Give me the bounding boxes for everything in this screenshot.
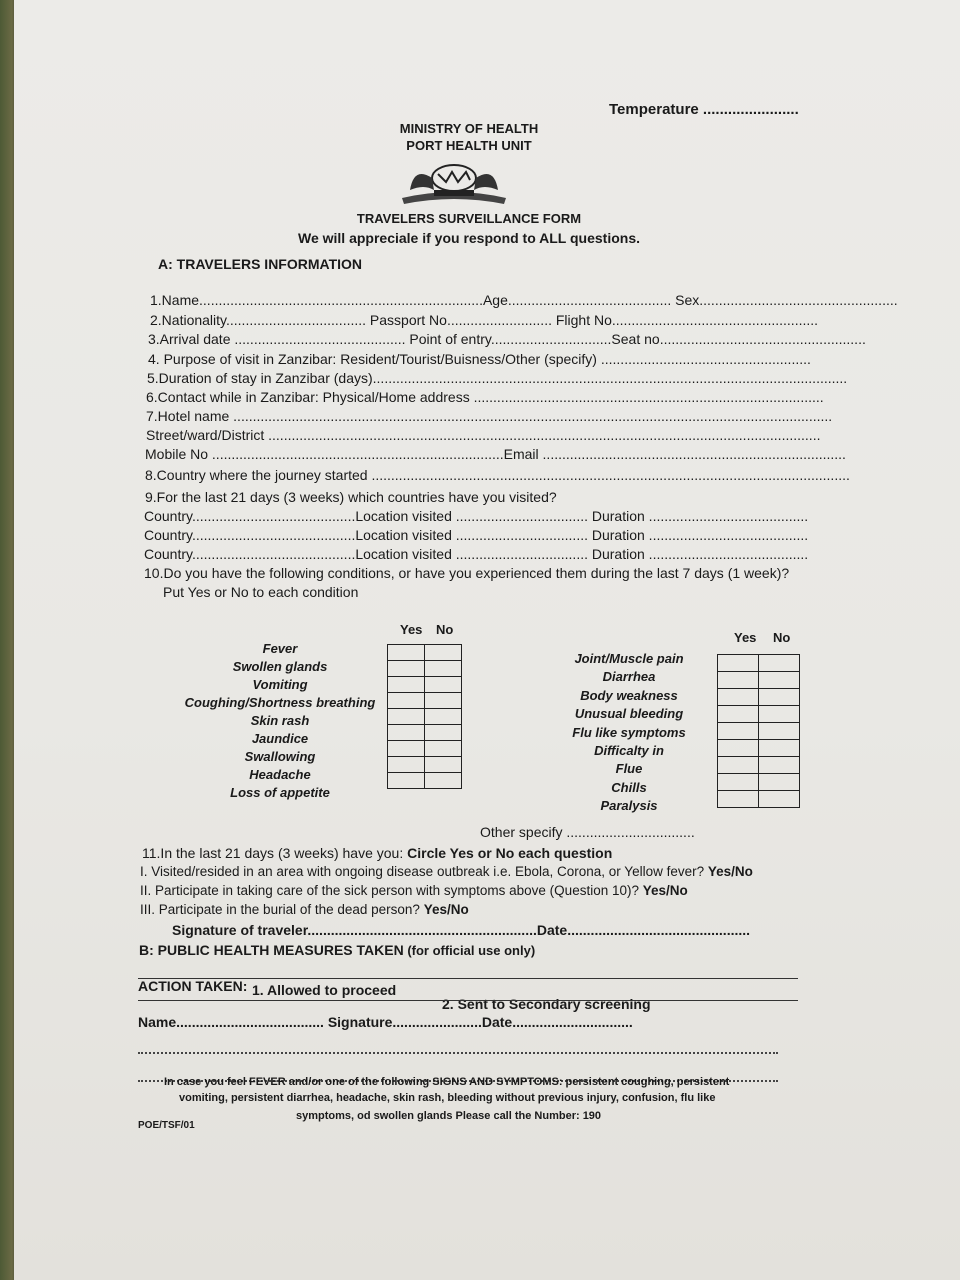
checkbox-cell[interactable] <box>759 672 800 689</box>
line-country-visited-3: Country..........................................Location visited .................................. Duration ......................................... <box>144 546 809 562</box>
symptom-flue: Flue <box>615 761 643 776</box>
section-b-heading <box>139 942 535 958</box>
line-street-ward-district: Street/ward/District .............................................................................................................................................. <box>146 427 821 443</box>
checkbox-cell[interactable] <box>425 693 462 709</box>
right-yes-label: Yes <box>734 630 757 645</box>
question-11-intro <box>142 845 612 861</box>
checkbox-cell[interactable] <box>759 774 800 791</box>
right-yes-no-grid <box>717 654 800 808</box>
line-name-age-sex: 1.Name.........................................................................Age.......................................... Sex................................................... <box>150 292 898 308</box>
question-11-i <box>140 864 753 879</box>
checkbox-cell[interactable] <box>388 661 425 677</box>
checkbox-cell[interactable] <box>388 645 425 661</box>
checkbox-cell[interactable] <box>425 645 462 661</box>
checkbox-cell[interactable] <box>425 709 462 725</box>
checkbox-cell[interactable] <box>759 723 800 740</box>
question-11-ii-yes-no[interactable]: Yes/No <box>642 883 688 898</box>
checkbox-cell[interactable] <box>718 791 759 808</box>
question-11-i-text: I. Visited/resided in an area with ongoing disease outbreak i.e. Ebola, Corona, or Yellow fever? <box>140 864 708 879</box>
checkbox-cell[interactable] <box>388 709 425 725</box>
line-contact-address: 6.Contact while in Zanzibar: Physical/Home address .......................................................................................... <box>146 389 824 405</box>
symptom-unusual-bleeding: Unusual bleeding <box>574 706 684 721</box>
line-mobile-email: Mobile No ...........................................................................Email .............................................................................. <box>145 446 846 462</box>
line-country-visited-2: Country..........................................Location visited .................................. Duration ......................................... <box>144 527 809 543</box>
line-hotel-name: 7.Hotel name .......................................................................................................................................................... <box>146 408 833 424</box>
symptom-diarrhea: Diarrhea <box>602 669 656 684</box>
symptom-coughing: Coughing/Shortness breathing <box>184 695 376 710</box>
checkbox-cell[interactable] <box>425 773 462 789</box>
symptom-body-weakness: Body weakness <box>580 688 678 703</box>
checkbox-cell[interactable] <box>759 757 800 774</box>
form-instruction: We will appreciale if you respond to ALL questions. <box>297 230 640 246</box>
question-10: 10.Do you have the following conditions, or have you experienced them during the last 7 days (1 week)? <box>144 565 790 581</box>
checkbox-cell[interactable] <box>425 725 462 741</box>
symptom-loss-of-appetite: Loss of appetite <box>230 785 330 800</box>
question-11-ii <box>140 883 688 898</box>
action-taken-label: ACTION TAKEN: <box>138 978 248 994</box>
checkbox-cell[interactable] <box>759 706 800 723</box>
notice-line-2: vomiting, persistent diarrhea, headache, skin rash, bleeding without previous injury, confusion, flu like <box>179 1092 716 1104</box>
symptom-difficulty-in: Difficalty in <box>594 743 664 758</box>
ministry-title: MINISTRY OF HEALTH <box>399 121 539 136</box>
right-no-label: No <box>773 630 791 645</box>
section-b-title: B: PUBLIC HEALTH MEASURES TAKEN <box>139 942 404 958</box>
symptom-skin-rash: Skin rash <box>250 713 310 728</box>
checkbox-cell[interactable] <box>718 740 759 757</box>
line-arrival-entry-seat: 3.Arrival date ............................................ Point of entry...............................Seat no..................................................... <box>148 331 866 347</box>
symptom-flu-like: Flu like symptoms <box>572 725 686 740</box>
dotted-line <box>138 1052 778 1054</box>
section-a-heading: A: TRAVELERS INFORMATION <box>158 256 363 272</box>
official-name-signature-date-line: Name...................................... Signature.......................Date............................... <box>138 1014 633 1030</box>
checkbox-cell[interactable] <box>425 757 462 773</box>
checkbox-cell[interactable] <box>425 677 462 693</box>
symptom-chills: Chills <box>611 780 647 795</box>
section-b-note: (for official use only) <box>403 943 536 958</box>
notice-line-1: In case you feel FEVER and/or one of the following SIGNS AND SYMPTOMS: persistent coughing, persistent <box>164 1076 730 1088</box>
checkbox-cell[interactable] <box>388 773 425 789</box>
checkbox-cell[interactable] <box>759 791 800 808</box>
symptom-joint-muscle-pain: Joint/Muscle pain <box>574 651 684 666</box>
question-11-iii-yes-no[interactable]: Yes/No <box>423 902 469 917</box>
left-yes-no-grid <box>387 644 462 789</box>
coat-of-arms-emblem <box>394 160 514 206</box>
line-purpose-of-visit: 4. Purpose of visit in Zanzibar: Resident/Tourist/Buisness/Other (specify) ...................................................... <box>148 351 811 367</box>
symptom-jaundice: Jaundice <box>251 731 309 746</box>
checkbox-cell[interactable] <box>718 689 759 706</box>
question-11-iii-text: III. Participate in the burial of the dead person? <box>140 902 424 917</box>
checkbox-cell[interactable] <box>388 677 425 693</box>
checkbox-cell[interactable] <box>388 693 425 709</box>
checkbox-cell[interactable] <box>759 655 800 672</box>
line-nationality-passport-flight: 2.Nationality.................................... Passport No........................... Flight No..................................................... <box>150 312 819 328</box>
action-allowed-to-proceed[interactable]: 1. Allowed to proceed <box>252 982 397 998</box>
line-journey-start-country: 8.Country where the journey started ........................................................................................................................... <box>145 467 850 483</box>
symptom-swollen-glands: Swollen glands <box>232 659 328 674</box>
symptom-paralysis: Paralysis <box>600 798 658 813</box>
question-11-ii-text: II. Participate in taking care of the sick person with symptoms above (Question 10)? <box>140 883 643 898</box>
checkbox-cell[interactable] <box>718 655 759 672</box>
left-yes-label: Yes <box>400 622 423 637</box>
question-11-instruction: Circle Yes or No each question <box>407 845 613 861</box>
question-11-prefix: 11.In the last 21 days (3 weeks) have you: <box>142 845 408 861</box>
action-sent-to-secondary-screening[interactable]: 2. Sent to Secondary screening <box>442 996 651 1012</box>
checkbox-cell[interactable] <box>388 725 425 741</box>
traveler-signature-line: Signature of traveler...........................................................Date............................................... <box>172 922 751 938</box>
form-title: TRAVELERS SURVEILLANCE FORM <box>356 211 582 226</box>
symptom-vomiting: Vomiting <box>252 677 308 692</box>
checkbox-cell[interactable] <box>425 741 462 757</box>
checkbox-cell[interactable] <box>718 757 759 774</box>
checkbox-cell[interactable] <box>718 723 759 740</box>
symptom-swallowing: Swallowing <box>244 749 316 764</box>
checkbox-cell[interactable] <box>759 689 800 706</box>
checkbox-cell[interactable] <box>718 706 759 723</box>
symptom-headache: Headache <box>249 767 311 782</box>
checkbox-cell[interactable] <box>718 672 759 689</box>
temperature-field: Temperature ....................... <box>609 101 799 118</box>
unit-title: PORT HEALTH UNIT <box>406 138 532 153</box>
checkbox-cell[interactable] <box>759 740 800 757</box>
question-9: 9.For the last 21 days (3 weeks) which countries have you visited? <box>145 489 557 505</box>
form-paper <box>14 0 960 1280</box>
checkbox-cell[interactable] <box>718 774 759 791</box>
line-country-visited-1: Country..........................................Location visited .................................. Duration ......................................... <box>144 508 809 524</box>
checkbox-cell[interactable] <box>425 661 462 677</box>
symptom-fever: Fever <box>262 641 298 656</box>
question-11-iii <box>140 902 469 917</box>
other-specify-line: Other specify ................................. <box>480 824 695 840</box>
notice-line-3: symptoms, od swollen glands Please call the Number: 190 <box>296 1110 602 1122</box>
checkbox-cell[interactable] <box>388 757 425 773</box>
form-code: POE/TSF/01 <box>138 1120 195 1131</box>
question-10-instruction: Put Yes or No to each condition <box>163 584 359 600</box>
left-no-label: No <box>436 622 454 637</box>
line-duration-of-stay: 5.Duration of stay in Zanzibar (days).......................................................................................................................... <box>147 370 848 386</box>
divider <box>138 1000 798 1001</box>
question-11-i-yes-no[interactable]: Yes/No <box>707 864 753 879</box>
checkbox-cell[interactable] <box>388 741 425 757</box>
